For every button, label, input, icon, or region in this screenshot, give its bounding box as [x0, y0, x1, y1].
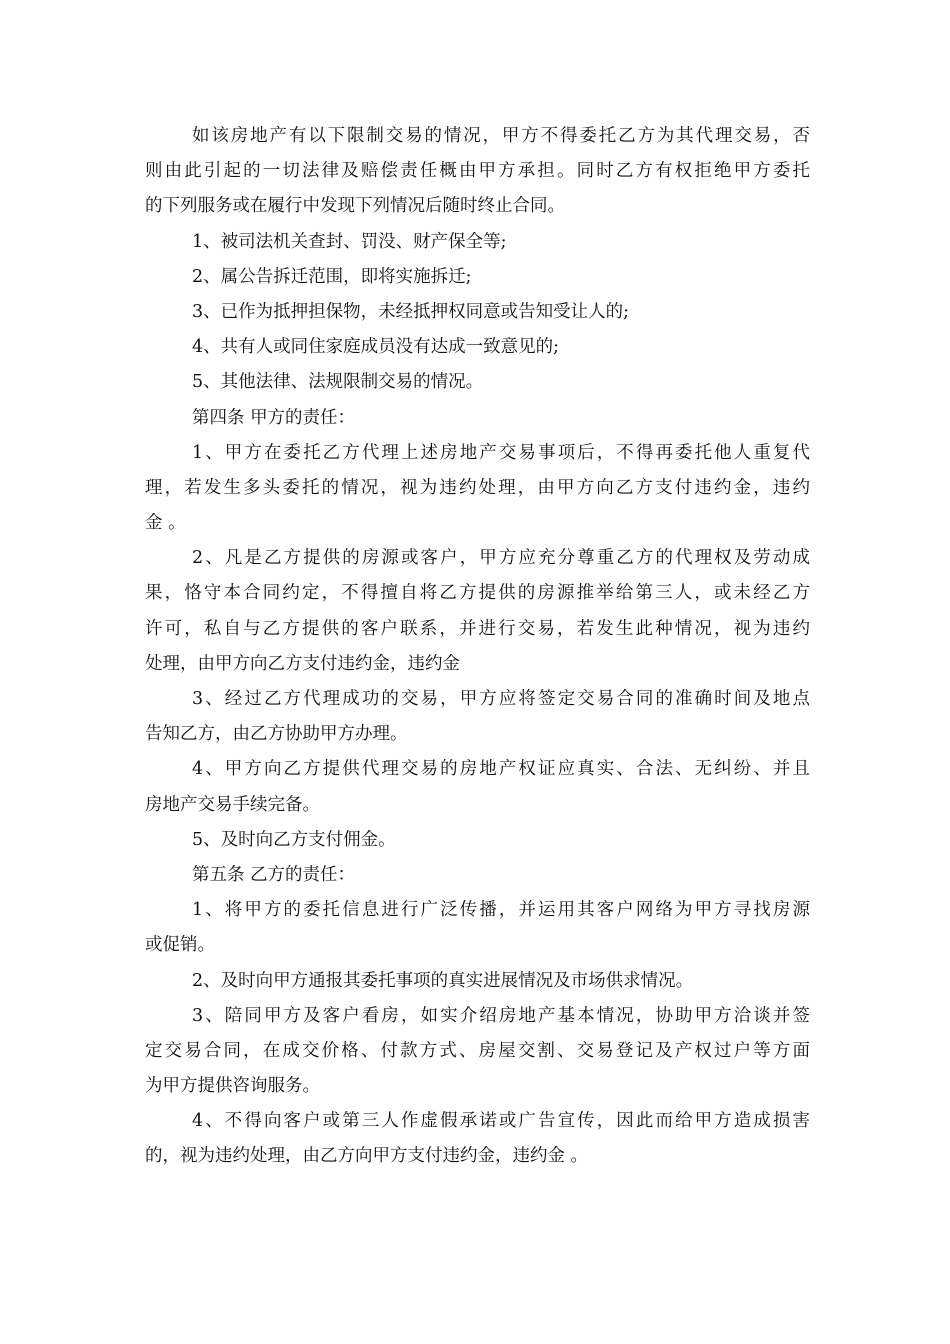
- text-line: 1、甲方在委托乙方代理上述房地产交易事项后，不得再委托他人重复代: [192, 442, 810, 463]
- list-item: 4、共有人或同住家庭成员没有达成一致意见的;: [192, 337, 560, 358]
- contract-body: [145, 119, 810, 1175]
- text-line: 1、将甲方的委托信息进行广泛传播，并运用其客户网络为甲方寻找房源: [192, 900, 810, 921]
- text-line: 果，恪守本合同约定，不得擅自将乙方提供的房源推举给第三人，或未经乙方: [145, 583, 810, 604]
- text-line: 房地产交易手续完备。: [145, 794, 320, 815]
- list-item: 3、已作为抵押担保物，未经抵押权同意或告知受让人的;: [192, 301, 630, 322]
- section-heading-article-4: 第四条 甲方的责任：: [192, 407, 356, 428]
- text-line: 理，若发生多头委托的情况，视为违约处理，由甲方向乙方支付违约金，违约: [145, 477, 810, 498]
- text-line: 如该房地产有以下限制交易的情况，甲方不得委托乙方为其代理交易，否: [192, 126, 810, 146]
- list-item: 5、及时向乙方支付佣金。: [192, 829, 396, 850]
- text-line: 3、经过乙方代理成功的交易，甲方应将签定交易合同的准确时间及地点: [192, 689, 810, 709]
- text-line: 的下列服务或在履行中发现下列情况后随时终止合同。: [145, 196, 565, 217]
- text-line: 4、不得向客户或第三人作虚假承诺或广告宣传，因此而给甲方造成损害: [192, 1111, 810, 1132]
- text-line: 2、凡是乙方提供的房源或客户，甲方应充分尊重乙方的代理权及劳动成: [192, 548, 810, 569]
- list-item: 5、其他法律、法规限制交易的情况。: [192, 372, 484, 393]
- list-item: 2、及时向甲方通报其委托事项的真实进展情况及市场供求情况。: [192, 970, 694, 991]
- text-line: 定交易合同，在成交价格、付款方式、房屋交割、交易登记及产权过户等方面: [145, 1040, 810, 1061]
- text-line: 告知乙方，由乙方协助甲方办理。: [145, 724, 408, 745]
- text-line: 或促销。: [145, 935, 215, 956]
- list-item: 1、被司法机关查封、罚没、财产保全等;: [192, 231, 507, 252]
- text-line: 4、甲方向乙方提供代理交易的房地产权证应真实、合法、无纠纷、并且: [192, 759, 810, 780]
- text-line: 处理，由甲方向乙方支付违约金，违约金: [145, 653, 460, 674]
- text-line: 的，视为违约处理，由乙方向甲方支付违约金，违约金 。: [145, 1146, 589, 1167]
- text-line: 许可，私自与乙方提供的客户联系，并进行交易，若发生此种情况，视为违约: [145, 618, 810, 639]
- list-item: 2、属公告拆迁范围，即将实施拆迁;: [192, 266, 472, 287]
- text-line: 则由此引起的一切法律及赔偿责任概由甲方承担。同时乙方有权拒绝甲方委托: [145, 161, 810, 182]
- text-line: 为甲方提供咨询服务。: [145, 1076, 320, 1097]
- text-line: 3、陪同甲方及客户看房，如实介绍房地产基本情况，协助甲方洽谈并签: [192, 1005, 810, 1026]
- text-line: 金 。: [145, 513, 186, 534]
- section-heading-article-5: 第五条 乙方的责任：: [192, 864, 356, 885]
